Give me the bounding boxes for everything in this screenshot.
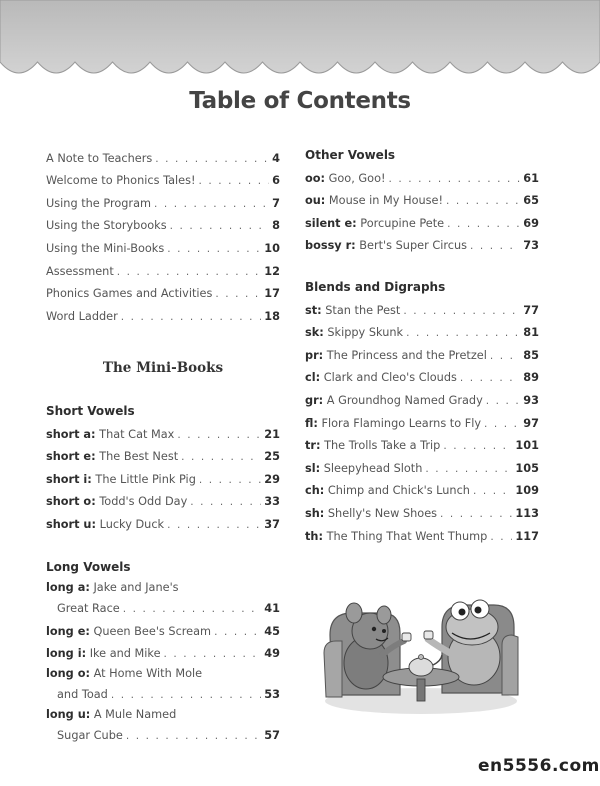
toc-entry-title bbox=[46, 647, 161, 660]
toc-entry-title: Word Ladder bbox=[46, 309, 118, 323]
dot-leader bbox=[473, 485, 512, 497]
dot-leader bbox=[460, 372, 520, 384]
toc-entry-title bbox=[46, 625, 211, 638]
short-vowels-section bbox=[46, 398, 280, 531]
dot-leader bbox=[155, 153, 269, 165]
toc-entry-key: oo: bbox=[305, 171, 326, 185]
toc-entry bbox=[305, 339, 539, 362]
toc-entry-text: A Groundhog Named Grady bbox=[326, 393, 483, 407]
toc-entry bbox=[305, 185, 539, 208]
toc-entry bbox=[46, 278, 280, 301]
toc-entry bbox=[46, 660, 280, 701]
toc-entry-title bbox=[305, 462, 422, 475]
toc-entry-key: long e: bbox=[46, 624, 90, 638]
page-number: 25 bbox=[264, 450, 280, 464]
toc-entry bbox=[46, 508, 280, 531]
toc-entry bbox=[46, 638, 280, 661]
page-number: 45 bbox=[264, 624, 280, 638]
dot-leader bbox=[470, 240, 520, 252]
toc-entry-key: short i: bbox=[46, 472, 92, 486]
toc-entry-key: sl: bbox=[305, 461, 321, 475]
toc-entry-key: short a: bbox=[46, 427, 96, 441]
toc-entry-title: Using the Program bbox=[46, 196, 152, 210]
page-number: 105 bbox=[515, 461, 539, 475]
page-number: 53 bbox=[264, 688, 280, 702]
minibooks-heading: The Mini-Books bbox=[102, 360, 224, 376]
toc-entry-key: sk: bbox=[305, 326, 324, 340]
page-number: 4 bbox=[272, 151, 280, 165]
blends-digraphs-section bbox=[305, 274, 539, 543]
toc-entry-key: short e: bbox=[46, 450, 96, 464]
page-number: 12 bbox=[264, 264, 280, 278]
toc-entry bbox=[305, 497, 539, 520]
toc-entry-key: st: bbox=[305, 303, 322, 317]
toc-entry bbox=[46, 486, 280, 509]
toc-entry-title bbox=[46, 581, 179, 594]
toc-entry-title bbox=[46, 518, 164, 531]
dot-leader bbox=[170, 220, 270, 232]
page-number: 21 bbox=[264, 427, 280, 441]
page-number: 73 bbox=[523, 239, 539, 253]
dot-leader bbox=[443, 440, 512, 452]
toc-entry-title bbox=[46, 428, 174, 441]
toc-entry-title bbox=[46, 495, 187, 508]
dot-leader bbox=[117, 266, 262, 278]
toc-entry-title bbox=[305, 326, 403, 339]
dot-leader bbox=[181, 451, 261, 463]
dot-leader bbox=[199, 175, 270, 187]
toc-entry-title: Welcome to Phonics Tales! bbox=[46, 174, 196, 188]
long-vowels-heading: Long Vowels bbox=[46, 560, 131, 574]
toc-entry-key: fl: bbox=[305, 416, 318, 430]
page-number: 33 bbox=[264, 495, 280, 509]
toc-entry-text: Todd's Odd Day bbox=[99, 495, 188, 509]
dot-leader bbox=[215, 288, 261, 300]
toc-entry bbox=[46, 232, 280, 255]
front-matter-list bbox=[46, 142, 280, 323]
toc-entry-key: sh: bbox=[305, 506, 325, 520]
toc-entry-title bbox=[46, 450, 178, 463]
short-vowels-heading: Short Vowels bbox=[46, 404, 135, 418]
toc-entry bbox=[46, 441, 280, 464]
page-number: 81 bbox=[523, 326, 539, 340]
toc-entry-text: Stan the Pest bbox=[325, 303, 401, 317]
toc-entry-text: At Home With Mole bbox=[93, 667, 203, 681]
toc-entry-text: Jake and Jane's bbox=[93, 581, 179, 594]
toc-entry bbox=[305, 475, 539, 498]
toc-entry bbox=[46, 300, 280, 323]
toc-entry-text-continued: Sugar Cube bbox=[57, 729, 123, 743]
toc-entry-title bbox=[305, 484, 470, 497]
toc-entry bbox=[305, 407, 539, 430]
dot-leader bbox=[484, 418, 520, 430]
toc-entry-title: Assessment bbox=[46, 264, 114, 278]
dot-leader bbox=[490, 531, 512, 543]
toc-entry-key: short o: bbox=[46, 495, 96, 509]
toc-entry-text: Mouse in My House! bbox=[328, 194, 444, 208]
toc-entry bbox=[305, 294, 539, 317]
page-number: 109 bbox=[515, 484, 539, 498]
toc-entry-title bbox=[46, 708, 176, 721]
dot-leader bbox=[389, 173, 521, 185]
page-number: 10 bbox=[264, 241, 280, 255]
toc-entry-title: Phonics Games and Activities bbox=[46, 287, 213, 301]
page-number: 89 bbox=[523, 371, 539, 385]
toc-entry bbox=[305, 162, 539, 185]
dot-leader bbox=[406, 327, 520, 339]
toc-entry bbox=[46, 418, 280, 441]
toc-entry-key: th: bbox=[305, 529, 323, 543]
toc-entry-key: long i: bbox=[46, 647, 87, 661]
toc-entry-text: Sleepyhead Sloth bbox=[323, 461, 423, 475]
dot-leader bbox=[111, 689, 261, 701]
toc-entry-key: pr: bbox=[305, 348, 324, 362]
toc-entry-key: long o: bbox=[46, 667, 90, 681]
other-vowels-heading: Other Vowels bbox=[305, 148, 396, 162]
long-vowels-section bbox=[46, 554, 280, 742]
page-number: 18 bbox=[264, 309, 280, 323]
toc-entry bbox=[305, 452, 539, 475]
toc-entry-title bbox=[305, 394, 483, 407]
toc-entry-text: The Trolls Take a Trip bbox=[324, 439, 441, 453]
toc-entry-title bbox=[305, 239, 467, 252]
page-number: 69 bbox=[523, 216, 539, 230]
toc-entry bbox=[305, 430, 539, 453]
toc-entry-text: Flora Flamingo Learns to Fly bbox=[321, 416, 482, 430]
toc-entry-title: A Note to Teachers bbox=[46, 151, 153, 165]
dot-leader bbox=[214, 626, 261, 638]
toc-entry-text: Goo, Goo! bbox=[328, 171, 386, 185]
dot-leader bbox=[447, 218, 520, 230]
toc-entry-text: A Mule Named bbox=[93, 708, 177, 722]
toc-entry-title bbox=[305, 194, 443, 207]
dot-leader bbox=[199, 474, 261, 486]
page-number: 8 bbox=[272, 219, 280, 233]
dot-leader bbox=[167, 243, 261, 255]
page-number: 61 bbox=[523, 171, 539, 185]
dot-leader bbox=[126, 730, 261, 742]
page-number: 77 bbox=[523, 303, 539, 317]
toc-entry-key: ou: bbox=[305, 194, 326, 208]
toc-entry bbox=[46, 142, 280, 165]
dot-leader bbox=[490, 350, 520, 362]
toc-entry bbox=[305, 230, 539, 253]
other-vowels-section bbox=[305, 142, 539, 252]
toc-entry-text: Queen Bee's Scream bbox=[93, 624, 212, 638]
toc-entry-text: The Princess and the Pretzel bbox=[326, 348, 487, 362]
toc-entry bbox=[46, 701, 280, 742]
toc-entry-text: The Little Pink Pig bbox=[95, 472, 196, 486]
dot-leader bbox=[164, 648, 262, 660]
toc-entry-key: cl: bbox=[305, 371, 321, 385]
watermark: en5556.com bbox=[478, 756, 600, 776]
toc-entry-title bbox=[305, 217, 444, 230]
toc-entry bbox=[305, 384, 539, 407]
tea-party-illustration bbox=[322, 575, 520, 715]
toc-entry-title bbox=[46, 473, 196, 486]
dot-leader bbox=[425, 463, 512, 475]
toc-entry-text: That Cat Max bbox=[99, 427, 175, 441]
toc-entry-title bbox=[305, 349, 487, 362]
page-number: 93 bbox=[523, 393, 539, 407]
toc-entry-title bbox=[305, 530, 487, 543]
dot-leader bbox=[123, 603, 262, 615]
toc-entry bbox=[305, 362, 539, 385]
long-vowels-list bbox=[46, 574, 280, 742]
dot-leader bbox=[486, 395, 521, 407]
header-wave-band bbox=[0, 0, 600, 80]
page-number: 6 bbox=[272, 174, 280, 188]
toc-entry-key: long a: bbox=[46, 581, 90, 594]
toc-entry-key: bossy r: bbox=[305, 239, 356, 253]
toc-entry-key: silent e: bbox=[305, 216, 357, 230]
dot-leader bbox=[446, 195, 520, 207]
toc-entry bbox=[46, 574, 280, 615]
toc-entry-text: Skippy Skunk bbox=[327, 326, 404, 340]
page-number: 49 bbox=[264, 647, 280, 661]
page-number: 37 bbox=[264, 517, 280, 531]
toc-entry-key: long u: bbox=[46, 708, 91, 722]
toc-entry-title bbox=[46, 667, 202, 680]
toc-entry-title bbox=[305, 417, 481, 430]
toc-entry-text-continued: Great Race bbox=[57, 602, 120, 615]
dot-leader bbox=[121, 311, 261, 323]
toc-entry-title: Using the Storybooks bbox=[46, 219, 167, 233]
toc-entry bbox=[305, 520, 539, 543]
page-number: 29 bbox=[264, 472, 280, 486]
toc-entry-title bbox=[305, 439, 440, 452]
toc-entry-title bbox=[305, 371, 457, 384]
page-number: 57 bbox=[264, 729, 280, 743]
toc-entry-key: short u: bbox=[46, 517, 96, 531]
toc-entry bbox=[46, 463, 280, 486]
toc-entry-title bbox=[305, 304, 400, 317]
page-number: 41 bbox=[264, 602, 280, 615]
toc-entry-key: ch: bbox=[305, 484, 325, 498]
dot-leader bbox=[154, 198, 269, 210]
toc-entry-text: Ike and Mike bbox=[89, 647, 161, 661]
toc-entry-text: Clark and Cleo's Clouds bbox=[323, 371, 457, 385]
page-number: 97 bbox=[523, 416, 539, 430]
page-number: 101 bbox=[515, 439, 539, 453]
toc-entry bbox=[46, 210, 280, 233]
short-vowels-list bbox=[46, 418, 280, 531]
toc-entry-text: Chimp and Chick's Lunch bbox=[327, 484, 470, 498]
page-number: 7 bbox=[272, 196, 280, 210]
dot-leader bbox=[177, 429, 261, 441]
toc-entry bbox=[46, 255, 280, 278]
toc-entry bbox=[305, 207, 539, 230]
left-column bbox=[46, 142, 280, 323]
other-vowels-list bbox=[305, 162, 539, 252]
page-number: 65 bbox=[523, 194, 539, 208]
dot-leader bbox=[167, 519, 261, 531]
page-number: 117 bbox=[515, 529, 539, 543]
toc-entry-title bbox=[305, 172, 386, 185]
page-number: 85 bbox=[523, 348, 539, 362]
toc-entry-text: The Thing That Went Thump bbox=[326, 529, 488, 543]
page-title: Table of Contents bbox=[189, 88, 411, 114]
toc-entry-text: Bert's Super Circus bbox=[359, 239, 468, 253]
toc-entry bbox=[305, 317, 539, 340]
page-number: 17 bbox=[264, 287, 280, 301]
toc-entry-text-continued: and Toad bbox=[57, 688, 108, 702]
page-number: 113 bbox=[515, 506, 539, 520]
blends-digraphs-heading: Blends and Digraphs bbox=[305, 280, 446, 294]
dot-leader bbox=[440, 508, 512, 520]
toc-entry bbox=[46, 187, 280, 210]
toc-entry-text: Lucky Duck bbox=[99, 517, 165, 531]
toc-entry-title: Using the Mini-Books bbox=[46, 241, 165, 255]
toc-entry-title bbox=[305, 507, 437, 520]
blends-digraphs-list bbox=[305, 294, 539, 543]
dot-leader bbox=[403, 305, 520, 317]
toc-entry-text: The Best Nest bbox=[99, 450, 179, 464]
toc-entry-text: Porcupine Pete bbox=[360, 216, 445, 230]
toc-entry-key: gr: bbox=[305, 393, 324, 407]
toc-entry bbox=[46, 615, 280, 638]
toc-entry bbox=[46, 165, 280, 188]
toc-entry-key: tr: bbox=[305, 439, 321, 453]
dot-leader bbox=[190, 496, 261, 508]
toc-entry-text: Shelly's New Shoes bbox=[327, 506, 438, 520]
